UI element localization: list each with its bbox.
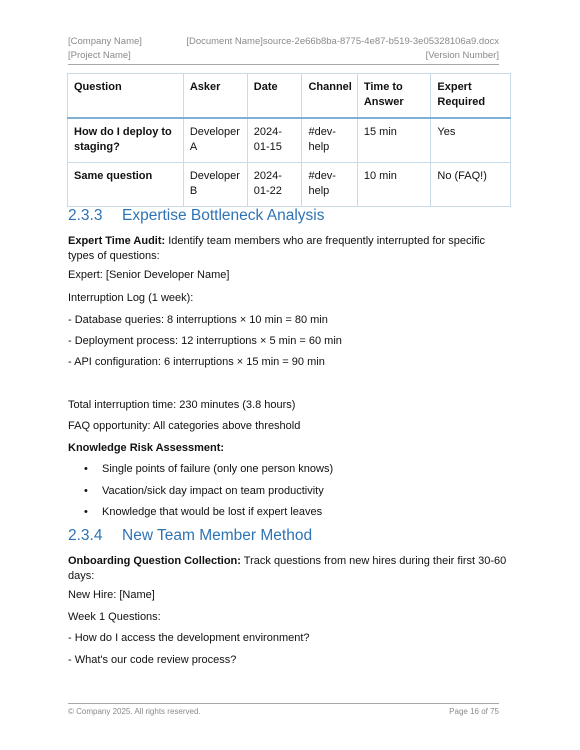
bullet-icon: • [84, 485, 88, 497]
column-header: Asker [183, 74, 247, 119]
column-header: Expert Required [431, 74, 511, 119]
week1-questions-label: Week 1 Questions: [68, 611, 161, 623]
bullet-text: Knowledge that would be lost if expert leaves [102, 506, 323, 518]
column-header: Question [68, 74, 184, 119]
header-project: [Project Name] [68, 50, 131, 61]
section-number: 2.3.4 [68, 527, 103, 544]
column-header: Time to Answer [357, 74, 431, 119]
table-row [68, 118, 511, 163]
new-hire-line: New Hire: [Name] [68, 589, 155, 601]
expert-line: Expert: [Senior Developer Name] [68, 269, 230, 281]
table-cell: Same question [68, 163, 184, 207]
log-item: - API configuration: 6 interruptions × 15 min = 90 min [68, 356, 325, 368]
expert-time-audit-paragraph [68, 234, 508, 264]
bullet-text: Single points of failure (only one person knows) [102, 463, 334, 475]
header-company: [Company Name] [68, 36, 142, 47]
table-cell: No (FAQ!) [431, 163, 511, 207]
table-cell: 2024-01-15 [247, 118, 302, 163]
table-cell: 2024-01-22 [247, 163, 302, 207]
total-interruption-line: Total interruption time: 230 minutes (3.8 hours) [68, 399, 296, 411]
table-cell: 10 min [357, 163, 431, 207]
table-row [68, 163, 511, 207]
section-number: 2.3.3 [68, 207, 103, 224]
column-header: Date [247, 74, 302, 119]
section-heading-2-3-3 [68, 207, 324, 225]
footer-divider [68, 703, 499, 704]
knowledge-risk-heading: Knowledge Risk Assessment: [68, 442, 225, 454]
bullet-icon: • [84, 506, 88, 518]
column-header: Channel [302, 74, 357, 119]
faq-opportunity-line: FAQ opportunity: All categories above threshold [68, 420, 301, 432]
section-title: New Team Member Method [122, 527, 313, 544]
header-divider [68, 64, 499, 65]
header-document-name: [Document Name]source-2e66b8ba-8775-4e87-b519-3e05328106a9.docx [186, 36, 499, 47]
bullet-icon: • [84, 463, 88, 475]
question-log-table [67, 73, 511, 207]
paragraph-text: Identify team members who are frequently interrupted for specific types of questions: [68, 235, 485, 262]
log-item: - Database queries: 8 interruptions × 10 min = 80 min [68, 314, 328, 326]
question-item: - How do I access the development environment? [68, 632, 310, 644]
table-cell: #dev-help [302, 118, 357, 163]
interruption-log-label: Interruption Log (1 week): [68, 292, 194, 304]
footer-page-number: Page 16 of 75 [449, 707, 499, 716]
footer-copyright: © Company 2025. All rights reserved. [68, 707, 201, 716]
table-cell: Developer A [183, 118, 247, 163]
paragraph-text: Track questions from new hires during their first 30-60 days: [68, 555, 507, 582]
table-cell: How do I deploy to staging? [68, 118, 184, 163]
section-title: Expertise Bottleneck Analysis [122, 207, 325, 224]
table-cell: #dev-help [302, 163, 357, 207]
run-in-heading: Expert Time Audit: [68, 235, 166, 247]
table-cell: Yes [431, 118, 511, 163]
onboarding-question-paragraph [68, 554, 508, 584]
question-item: - What's our code review process? [68, 654, 237, 666]
header-version: [Version Number] [425, 50, 499, 61]
bullet-text: Vacation/sick day impact on team productivity [102, 485, 324, 497]
log-item: - Deployment process: 12 interruptions × 5 min = 60 min [68, 335, 342, 347]
table-cell: 15 min [357, 118, 431, 163]
section-heading-2-3-4 [68, 527, 312, 545]
table-cell: Developer B [183, 163, 247, 207]
table-header-row [68, 74, 511, 119]
run-in-heading: Onboarding Question Collection: [68, 555, 241, 567]
